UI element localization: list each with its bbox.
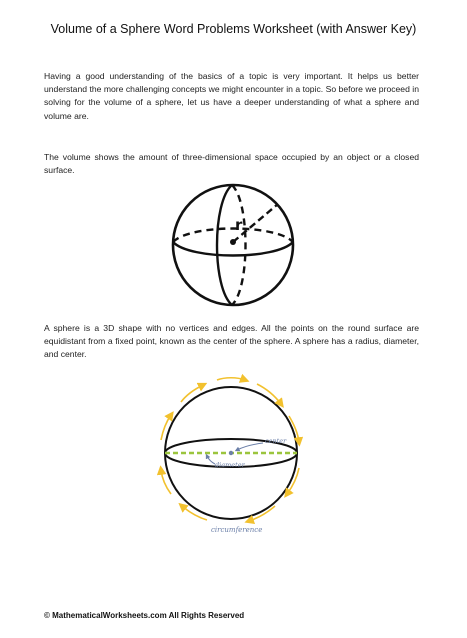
circumference-arrow	[249, 506, 275, 521]
sphere-definition-paragraph: A sphere is a 3D shape with no vertices and edges. All the points on the round surface are equidistant from a fixed point, known as the center of the sphere. A sphere has a radius, diameter, and center.	[44, 323, 419, 360]
circumference-arrow	[161, 470, 171, 494]
worksheet-title: Volume of a Sphere Word Problems Worksheet (with Answer Key)	[50, 22, 417, 36]
sphere-radius-diagram	[160, 180, 306, 310]
circumference-arrow	[217, 378, 245, 380]
center-pointer-arrow	[237, 443, 263, 450]
copyright-footer: © MathematicalWorksheets.com All Rights Reserved	[44, 611, 245, 620]
radius-label: r	[235, 216, 243, 234]
circumference-arrow	[289, 416, 299, 442]
center-point	[230, 239, 236, 245]
sphere-parts-diagram	[145, 372, 317, 544]
diameter-pointer-arrow	[207, 456, 215, 464]
circumference-label: circumference	[211, 526, 263, 534]
circumference-arrow	[287, 468, 299, 494]
meridian-front	[217, 185, 232, 305]
center-point	[229, 451, 233, 455]
intro-paragraph: Having a good understanding of the basics of a topic is very important. It helps us better understand the more challenging concepts we might encounter in a topic. So before we proceed in solving for the volume of a sphere, let us have a deeper understanding of what a sphere and volume are.	[44, 71, 419, 121]
diameter-label: diameter	[215, 461, 245, 469]
center-label: center	[265, 437, 287, 445]
volume-definition-paragraph: The volume shows the amount of three-dimensional space occupied by an object or a closed surface.	[44, 152, 419, 176]
meridian-back-dashed	[232, 185, 246, 305]
